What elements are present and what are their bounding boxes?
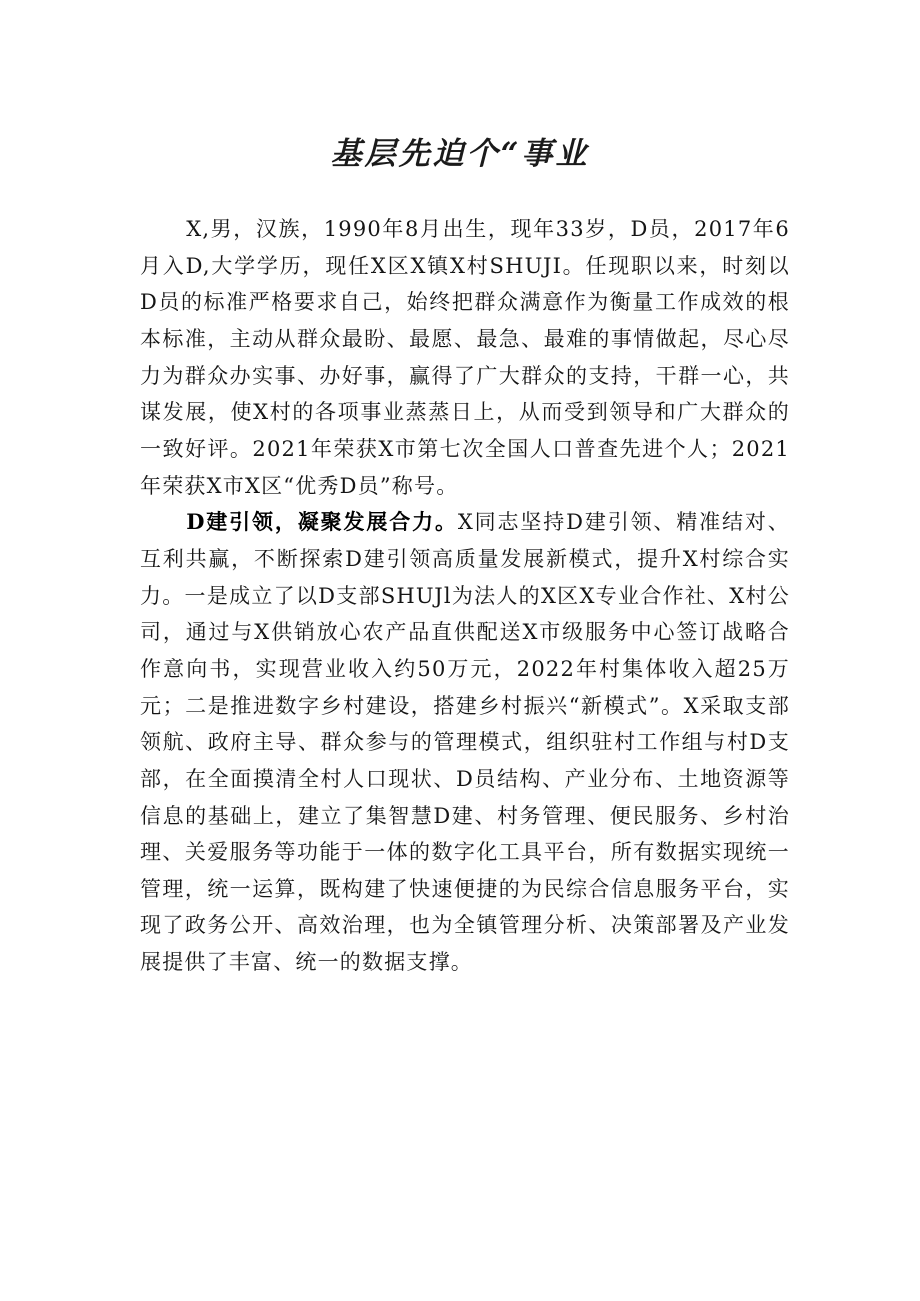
paragraph-intro-text: X,男，汉族，1990年8月出生，现年33岁，D员，2017年6月入D,大学学历，现任X区X镇X村SHUJI。任现职以来，时刻以D员的标准严格要求自己，始终把群众满意作为衡量工作成效的根本标准，主动从群众最盼、最愿、最急、最难的事情做起，尽心尽力为群众办实事、办好事，赢得了广大群众的支持，干群一心，共谋发展，使X村的各项事业蒸蒸日上，从而受到领导和广大群众的一致好评。2021年荣获X市第七次全国人口普查先进个人；2021年荣获X市X区“优秀D员”称号。 — [140, 217, 790, 498]
paragraph-party-building-text: X同志坚持D建引领、精准结对、互利共赢，不断探索D建引领高质量发展新模式，提升X村综合实力。一是成立了以D支部SHUJl为法人的X区X专业合作社、X村公司，通过与X供销放心农产品直供配送X市级服务中心签订战略合作意向书，实现营业收入约50万元，2022年村集体收入超25万元；二是推进数字乡村建设，搭建乡村振兴“新模式”。X采取支部领航、政府主导、群众参与的管理模式，组织驻村工作组与村D支部，在全面摸清全村人口现状、D员结构、产业分布、土地资源等信息的基础上，建立了集智慧D建、村务管理、便民服务、乡村治理、关爱服务等功能于一体的数字化工具平台，所有数据实现统一管理，统一运算，既构建了快速便捷的为民综合信息服务平台，实现了政务公开、高效治理，也为全镇管理分析、决策部署及产业发展提供了丰富、统一的数据支撑。 — [140, 510, 790, 975]
paragraph-intro — [140, 211, 790, 504]
document-body — [140, 211, 790, 981]
document-title: 基层先迫个“事业 — [330, 135, 590, 172]
paragraph-party-building — [140, 504, 790, 981]
paragraph-lead-heading: D建引领，凝聚发展合力。 — [186, 509, 458, 535]
